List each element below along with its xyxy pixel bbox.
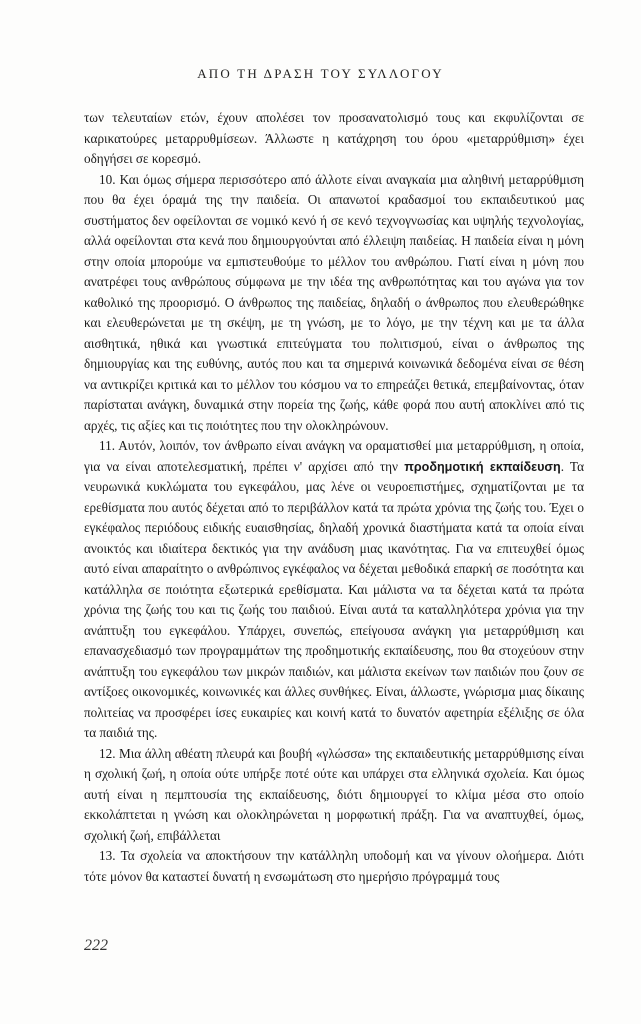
paragraph-12: 12. Μια άλλη αθέατη πλευρά και βουβή «γλώσσα» της εκπαιδευτικής μεταρρύθμισης είναι η σχολική ζωή, η οποία ούτε υπήρξε ποτέ ούτε και υπάρχει στα ελληνικά σχολεία. Και όμως αυτή είναι η πεμπτουσία της εκπαίδευσης, διότι δημιουργεί το κλίμα μέσα στο οποίο εκκολάπτεται η γνώση και ολοκληρώνεται η μορφωτική πράξη. Για να αναπτυχθεί, όμως, σχολική ζωή, επιβάλλεται — [84, 745, 584, 843]
paragraph-11-bold-term: προδημοτική εκπαίδευση — [404, 459, 561, 474]
running-head: ΑΠΟ ΤΗ ΔΡΑΣΗ ΤΟΥ ΣΥΛΛΟΓΟΥ — [197, 66, 444, 81]
paragraph-11-text-after: . Τα νευρωνικά κυκλώματα του εγκεφάλου, μας λένε οι νευροεπιστήμες, σχηματίζονται με τα ερεθίσματα που αυτός δέχεται από το περιβάλλον κατά τα πρώτα χρόνια της ζωής του. Έχει ο εγκέφαλος περιόδους ειδικής ευαισθησίας, δηλαδή χρονικά διαστήματα κατά τα οποία είναι ανοικτός και ιδιαίτερα δεκτικός για την ανάδυση μιας ικανότητας. Για να επιτευχθεί όμως αυτό είναι απαραίτητο ο ανθρώπινος εγκέφαλος να δέχεται μεθοδικά επαρκή σε ποσότητα και κατάλληλα σε ποιότητα εξωτερικά ερεθίσματα. Και μάλιστα να τα δέχεται κατά τα πρώτα χρόνια της ζωής του και τις ζωής του παιδιού. Είναι αυτά τα καταλληλότερα χρόνια για την ανάπτυξη του εγκεφάλου. Υπάρχει, συνεπώς, επείγουσα ανάγκη για μεταρρύθμιση και επανασχεδιασμό των προγραμμάτων της προδημοτικής εκπαίδευσης, που θα στοχεύουν στην ανάπτυξη του εγκεφάλου των μικρών παιδιών, και μάλιστα εκείνων των παιδιών που ζουν σε αντίξοες οικονομικές, κοινωνικές και άλλες συνθήκες. Είναι, άλλωστε, γνώρισμα μιας δίκαιης πολιτείας να προσφέρει ίσες ευκαιρίες και κοινή κατά το δυνατόν αφετηρία εξέλιξης σε όλα τα παιδιά της. — [84, 458, 584, 740]
body-text — [84, 108, 584, 887]
paragraph-11-text-before: 11. Αυτόν, λοιπόν, τον άνθρωπο είναι ανάγκη να οραματισθεί μια μεταρρύθμιση, η οποία, για να είναι αποτελεσματική, πρέπει ν' αρχίσει από την — [84, 438, 584, 474]
paragraph-continuation: των τελευταίων ετών, έχουν απολέσει τον προσανατολισμό τους και εκφυλίζονται σε καρικατούρες μεταρρυθμίσεων. Άλλωστε η κατάχρηση του όρου «μεταρρύθμιση» έχει οδηγήσει σε κορεσμό. — [84, 110, 584, 166]
paragraph-11 — [84, 436, 584, 744]
page-number: 222 — [84, 937, 108, 954]
paragraph-13: 13. Τα σχολεία να αποκτήσουν την κατάλληλη υποδομή και να γίνουν ολοήμερα. Διότι τότε μόνον θα καταστεί δυνατή η ενσωμάτωση στο ημερήσιο πρόγραμμά τους — [84, 848, 584, 884]
paragraph-10: 10. Και όμως σήμερα περισσότερο από άλλοτε είναι αναγκαία μια αληθινή μεταρρύθμιση που θα έχει όραμά της την παιδεία. Οι απανωτοί κραδασμοί του εκπαιδευτικού μας συστήματος δεν οφείλονται σε νομικό κενό ή σε κενό τεχνογνωσίας και υψηλής τεχνολογίας, αλλά οφείλονται στα κενά που δημιουργούνται από έλλειψη παιδείας. Η παιδεία είναι η μόνη στην οποία μπορούμε να εμπιστευθούμε το μέλλον του ανθρώπου. Γιατί είναι η μόνη που ανατρέφει τους ανθρώπους σύμφωνα με την ιδέα της ανθρωπότητας και του αγώνα για τον καθολικό της προορισμό. Ο άνθρωπος της παιδείας, δηλαδή ο άνθρωπος που ελευθερώθηκε και ελευθερώνεται με τη σκέψη, με τη γνώση, με το λόγο, με την τέχνη και με τα άλλα αισθητικά, ηθικά και γνωστικά επιτεύγματα του πολιτισμού, είναι ο άνθρωπος της δημιουργίας και της ευθύνης, αυτός που και τα σημερινά κοινωνικά δεδομένα είναι σε θέση να αντικρίζει κριτικά και το μέλλον του κόσμου να το επηρεάζει θετικά, επεμβαίνοντας, όταν παρίσταται ανάγκη, δυναμικά στην πορεία της ζωής, κάθε φορά που αυτή αποκλίνει από τις αρχές, τις αξίες και τις ποιότητες που την ολοκληρώνουν. — [84, 171, 584, 433]
